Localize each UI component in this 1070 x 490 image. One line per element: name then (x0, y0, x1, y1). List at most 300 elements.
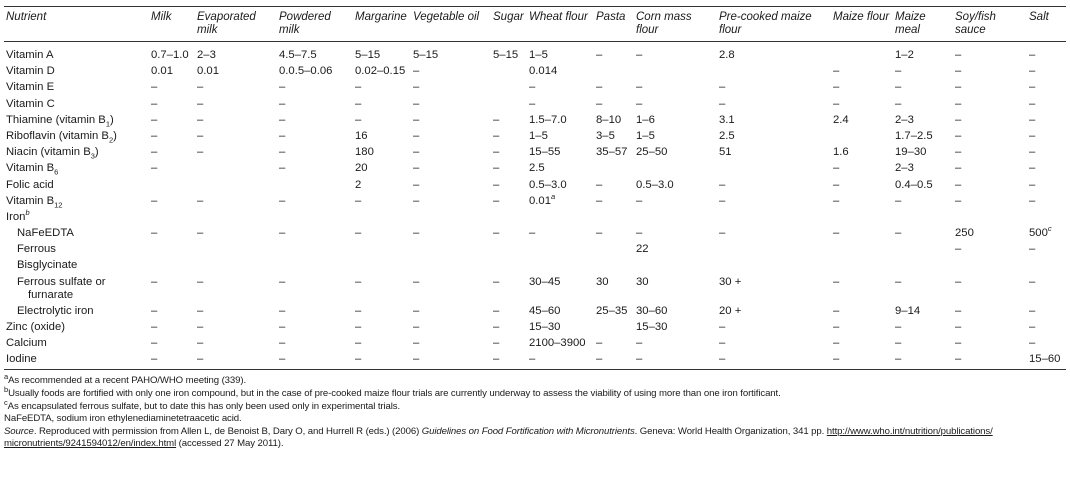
table-cell: – (895, 337, 902, 350)
table-cell: – (151, 337, 158, 350)
table-cell (953, 209, 1027, 225)
table-cell: – (413, 129, 420, 142)
table-cell: – (1029, 49, 1036, 61)
table-cell: – (493, 113, 500, 126)
column-header: Sugar (491, 7, 527, 42)
table-cell: 0.5–3.0 (636, 178, 674, 191)
nutrient-name: Vitamin A (6, 49, 54, 61)
table-cell: – (355, 321, 362, 333)
table-cell (353, 209, 411, 225)
table-cell: 0.4–0.5 (895, 178, 933, 191)
table-cell: 15–55 (529, 146, 561, 159)
table-cell: – (895, 227, 902, 240)
nutrient-name: Niacin (vitamin $B_3$) (6, 146, 99, 161)
table-cell: – (491, 352, 527, 370)
table-cell (717, 64, 831, 80)
table-cell: – (355, 337, 362, 350)
table-cell (717, 258, 831, 274)
table-cell: – (895, 81, 902, 94)
table-cell (594, 258, 634, 274)
source-note-cont: micronutrients/9241594012/en/index.html (accessed 27 May 2011). (4, 438, 284, 450)
footnote-b: $^b$Usually foods are fortified with only one iron compound, but in the case of pre-cooked maize flour trials are currently underway to assess the viability of using more than one iron fortificant. (4, 384, 781, 399)
table-cell: – (413, 178, 420, 191)
table-cell (149, 242, 195, 258)
table-cell: 0.01 (197, 65, 219, 78)
table-cell: – (197, 304, 204, 317)
source-link-cont[interactable]: micronutrients/9241594012/en/index.html (4, 438, 177, 450)
table-cell: – (197, 337, 204, 350)
table-cell: 45–60 (529, 304, 561, 317)
table-cell: 2 (355, 178, 362, 191)
table-cell: – (895, 97, 902, 110)
table-cell (893, 242, 953, 258)
table-cell: – (279, 162, 286, 175)
table-cell: – (197, 194, 204, 207)
table-cell: – (955, 304, 962, 317)
table-row (4, 274, 1066, 303)
table-cell: 2.5 (529, 162, 545, 175)
table-cell: – (279, 81, 286, 94)
table-cell: – (149, 352, 195, 370)
table-cell: – (955, 49, 962, 61)
table-cell: – (413, 65, 420, 78)
table-cell: – (717, 352, 831, 370)
table-cell: – (279, 337, 286, 350)
table-cell: – (197, 275, 204, 288)
table-cell: 22 (636, 243, 649, 256)
table-cell: – (955, 243, 962, 256)
table-cell: – (955, 275, 962, 288)
table-cell: – (279, 146, 286, 159)
table-cell: – (413, 162, 420, 175)
table-cell: – (833, 337, 840, 350)
table-cell: 1–5 (529, 129, 548, 142)
table-cell: – (493, 178, 500, 191)
table-row (4, 303, 1066, 319)
table-cell: – (413, 337, 420, 350)
table-cell: – (955, 146, 962, 159)
table-cell: – (1029, 146, 1036, 159)
table-cell (277, 209, 353, 225)
table-cell (893, 258, 953, 274)
table-cell: – (151, 146, 158, 159)
table-cell: – (895, 65, 902, 78)
table-cell: 8–10 (596, 113, 622, 126)
table-cell: – (1029, 304, 1036, 317)
table-cell: – (833, 162, 840, 175)
table-cell: 500$^c$ (1029, 224, 1052, 240)
table-cell: 0.7–1.0 (151, 49, 189, 61)
table-cell: 0.5–3.0 (529, 178, 567, 191)
nutrient-name: Riboflavin (vitamin $B_2$) (6, 129, 117, 145)
column-header: Salt (1027, 7, 1066, 42)
table-cell: – (279, 129, 286, 142)
table-row (4, 145, 1066, 161)
table-cell: – (151, 97, 158, 110)
table-cell (527, 242, 594, 258)
table-cell: – (493, 162, 500, 175)
table-cell: – (493, 321, 500, 333)
table-cell: – (719, 337, 726, 350)
table-cell (353, 258, 411, 274)
table-cell: – (1029, 81, 1036, 94)
table-cell: 30 (636, 275, 649, 288)
table-cell: – (353, 352, 411, 370)
nutrient-name: Zinc (oxide) (6, 321, 66, 333)
table-cell: – (636, 97, 643, 110)
table-cell: 180 (355, 146, 374, 159)
nutrient-name: Calcium (6, 337, 47, 350)
table-cell: – (1029, 97, 1036, 110)
nutrient-name: Vitamin E (6, 81, 55, 94)
table-cell: 1–2 (895, 49, 914, 61)
table-cell (491, 209, 527, 225)
table-cell: – (527, 352, 594, 370)
table-cell (277, 258, 353, 274)
table-row (4, 336, 1066, 352)
table-row (4, 209, 1066, 225)
table-cell: 15–30 (636, 321, 668, 333)
table-cell: 1.6 (833, 146, 849, 159)
nutrient-name: Bisglycinate (17, 259, 78, 272)
table-cell: – (636, 194, 643, 207)
table-cell: – (277, 352, 353, 370)
table-cell: 51 (719, 146, 732, 159)
table-cell: – (413, 81, 420, 94)
table-cell: 1–5 (529, 49, 548, 61)
table-footnotes (4, 372, 1066, 451)
table-cell: 0.02–0.15 (355, 65, 406, 78)
column-header: Milk (149, 7, 195, 42)
column-header: Corn mass flour (634, 7, 717, 42)
column-header: Soy/fish sauce (953, 7, 1027, 42)
table-cell: – (833, 321, 840, 333)
table-cell (831, 128, 893, 144)
nutrient-name: Vitamin D (6, 65, 55, 78)
table-cell: 1–6 (636, 113, 655, 126)
table-cell: – (831, 352, 893, 370)
table-cell: 5–15 (355, 49, 381, 61)
table-cell (1027, 209, 1066, 225)
table-cell: – (279, 113, 286, 126)
table-cell: – (1029, 194, 1036, 207)
table-row (4, 319, 1066, 335)
table-cell: – (413, 146, 420, 159)
nutrient-name: Folic acid (6, 178, 54, 191)
table-cell (831, 209, 893, 225)
table-cell: – (895, 194, 902, 207)
table-cell: – (719, 97, 726, 110)
table-cell: 2.4 (833, 113, 849, 126)
source-link[interactable]: http://www.who.int/nutrition/publications/ (826, 425, 993, 437)
table-cell: 25–50 (636, 146, 668, 159)
table-row (4, 352, 1066, 370)
table-cell: 30–45 (529, 275, 561, 288)
table-cell (634, 209, 717, 225)
table-cell (149, 177, 195, 193)
table-cell: – (151, 275, 158, 288)
table-cell: – (1029, 129, 1036, 142)
table-cell (594, 242, 634, 258)
table-cell: – (197, 81, 204, 94)
table-cell: – (355, 97, 362, 110)
table-cell: – (413, 194, 420, 207)
table-cell (491, 258, 527, 274)
table-cell: – (197, 321, 204, 333)
table-cell: – (413, 275, 420, 288)
table-cell: 15–60 (1027, 352, 1066, 370)
table-cell (634, 161, 717, 177)
table-cell: – (955, 113, 962, 126)
table-cell: – (355, 113, 362, 126)
table-cell: – (493, 337, 500, 350)
table-cell: 25–35 (596, 304, 628, 317)
table-cell: – (833, 65, 840, 78)
table-cell: – (1029, 337, 1036, 350)
table-cell: – (355, 304, 362, 317)
table-cell: – (1029, 65, 1036, 78)
table-cell: – (719, 194, 726, 207)
column-header: Wheat flour (527, 7, 594, 42)
table-cell: – (151, 227, 158, 240)
table-cell (717, 209, 831, 225)
table-cell: 0.014 (529, 65, 558, 78)
table-cell: – (833, 97, 840, 110)
table-cell: – (636, 337, 643, 350)
table-cell: 0.0.5–0.06 (279, 65, 333, 78)
table-cell: – (413, 304, 420, 317)
nutrient-name: Vitamin $B_{12}$ (6, 194, 63, 209)
table-cell (594, 64, 634, 80)
table-row (4, 177, 1066, 193)
table-cell: – (355, 275, 362, 288)
table-cell: – (151, 129, 158, 142)
table-cell: – (529, 81, 536, 94)
table-cell: – (636, 49, 643, 61)
table-cell: – (1029, 162, 1036, 175)
column-header: Maize flour (831, 7, 893, 42)
table-cell: 35–57 (596, 146, 628, 159)
table-cell (411, 258, 491, 274)
source-note: Source. Reproduced with permission from Allen L, de Benoist B, Dary O, and Hurrell R (eds.) (2006) Guidelines on Food Fortification with Micronutrients. Geneva: World Health Organization, 341 pp. http://www.who.int/nutrition/publications/ (4, 425, 993, 437)
table-cell (893, 209, 953, 225)
table-cell: 2.8 (719, 49, 735, 61)
column-header: Maize meal (893, 7, 953, 42)
table-cell: – (955, 178, 962, 191)
table-cell (953, 258, 1027, 274)
table-cell: – (596, 178, 603, 191)
table-cell (195, 177, 277, 193)
table-cell (717, 161, 831, 177)
table-cell: 4.5–7.5 (279, 49, 317, 61)
table-cell (491, 80, 527, 96)
table-cell (195, 209, 277, 225)
table-cell: – (955, 337, 962, 350)
table-cell (411, 209, 491, 225)
table-cell: – (955, 65, 962, 78)
table-cell: – (355, 194, 362, 207)
table-cell: 2–3 (895, 113, 914, 126)
table-cell: – (893, 352, 953, 370)
table-row (4, 64, 1066, 80)
table-cell: – (634, 352, 717, 370)
table-cell: 1–5 (636, 129, 655, 142)
nutrient-table (4, 6, 1066, 370)
table-cell (195, 242, 277, 258)
table-cell: – (529, 97, 536, 110)
table-cell: – (895, 275, 902, 288)
column-header: Vegetable oil (411, 7, 491, 42)
table-cell: – (1029, 243, 1036, 256)
table-cell: – (833, 81, 840, 94)
table-cell: 2–3 (895, 162, 914, 175)
table-cell (527, 258, 594, 274)
table-cell: – (279, 304, 286, 317)
table-cell: – (953, 352, 1027, 370)
abbreviation-note: NaFeEDTA, sodium iron ethylenediaminetetraacetic acid. (4, 413, 242, 425)
table-cell: 9–14 (895, 304, 921, 317)
nutrient-name: Thiamine (vitamin $B_1$) (6, 113, 114, 128)
table-cell: – (197, 227, 204, 240)
table-row (4, 80, 1066, 96)
footnote-a: $^a$As recommended at a recent PAHO/WHO meeting (339). (4, 372, 247, 387)
table-cell: – (596, 97, 603, 110)
table-cell: – (833, 304, 840, 317)
nutrient-name: Vitamin C (6, 97, 55, 110)
table-row (4, 193, 1066, 209)
table-cell (634, 64, 717, 80)
table-row (4, 225, 1066, 241)
table-cell (1027, 258, 1066, 274)
table-cell: 20 (355, 162, 368, 175)
table-cell: 3–5 (596, 129, 615, 142)
table-cell: – (151, 304, 158, 317)
table-cell: – (955, 321, 962, 333)
column-header: Pasta (594, 7, 634, 42)
table-cell: – (151, 81, 158, 94)
source-title: Guidelines on Food Fortification with Micronutrients (421, 425, 635, 437)
column-header: Margarine (353, 7, 411, 42)
table-cell: – (493, 275, 500, 288)
table-cell: 2100–3900 (529, 337, 586, 350)
table-cell (634, 258, 717, 274)
table-cell (277, 177, 353, 193)
table-cell (831, 258, 893, 274)
nutrient-name: Electrolytic iron (17, 304, 94, 317)
table-cell: 2.5 (719, 129, 735, 142)
table-cell: – (411, 352, 491, 370)
table-cell: 1.5–7.0 (529, 113, 567, 126)
table-cell: – (493, 194, 500, 207)
nutrient-name: Ferrous (17, 243, 56, 256)
table-cell (594, 209, 634, 225)
table-header-row (4, 7, 1066, 42)
table-cell: – (279, 321, 286, 333)
table-body (4, 42, 1066, 370)
table-cell: 15–30 (529, 321, 561, 333)
table-cell (717, 242, 831, 258)
table-cell: – (636, 227, 643, 240)
nutrient-name: Iodine (4, 352, 149, 370)
table-cell: – (197, 113, 204, 126)
nutrient-name: Vitamin $B_6$ (6, 162, 59, 177)
table-cell (527, 209, 594, 225)
table-cell: 19–30 (895, 146, 927, 159)
table-cell: 30 (596, 275, 609, 288)
table-cell: 30–60 (636, 304, 668, 317)
table-cell: – (529, 227, 536, 240)
table-cell: 0.01$^a$ (529, 191, 556, 207)
table-cell: – (1029, 321, 1036, 333)
nutrient-name: Ferrous sulfate or furnarate (17, 275, 106, 301)
table-cell: – (151, 194, 158, 207)
column-header: Nutrient (4, 7, 149, 42)
table-cell: – (279, 227, 286, 240)
table-cell: – (493, 129, 500, 142)
table-cell: – (279, 275, 286, 288)
table-row (4, 161, 1066, 177)
table-cell: 30 + (719, 275, 742, 288)
table-cell: – (197, 97, 204, 110)
table-cell: – (195, 352, 277, 370)
table-cell: – (719, 81, 726, 94)
table-cell: – (355, 227, 362, 240)
table-cell: – (594, 352, 634, 370)
table-cell: – (413, 321, 420, 333)
table-cell: – (833, 227, 840, 240)
table-cell: – (413, 227, 420, 240)
table-row (4, 128, 1066, 144)
column-header: Powdered milk (277, 7, 353, 42)
table-cell: – (833, 275, 840, 288)
table-cell: – (955, 194, 962, 207)
table-cell: 2–3 (197, 49, 216, 61)
table-cell (491, 242, 527, 258)
table-cell: – (596, 49, 603, 61)
table-cell: – (596, 337, 603, 350)
table-row (4, 242, 1066, 258)
table-cell (831, 242, 893, 258)
table-cell (831, 42, 893, 64)
table-cell (195, 161, 277, 177)
table-cell: – (636, 81, 643, 94)
table-cell (594, 319, 634, 335)
table-cell (594, 161, 634, 177)
table-cell (149, 209, 195, 225)
table-cell: – (1029, 178, 1036, 191)
nutrient-name: Iron$^b$ (6, 208, 30, 223)
column-header: Evaporated milk (195, 7, 277, 42)
table-cell: – (151, 162, 158, 175)
table-cell: – (596, 227, 603, 240)
table-cell: – (596, 194, 603, 207)
table-cell: – (197, 146, 204, 159)
fortification-table-figure (4, 6, 1066, 451)
footnote-c: $^c$As encapsulated ferrous sulfate, but to date this has only been used only in experimental trials. (4, 397, 401, 412)
nutrient-name: NaFeEDTA (17, 227, 74, 240)
table-cell (149, 258, 195, 274)
table-cell: – (151, 321, 158, 333)
table-cell: – (719, 321, 726, 333)
table-cell: – (833, 194, 840, 207)
table-cell (491, 64, 527, 80)
column-header: Pre-cooked maize flour (717, 7, 831, 42)
table-cell (277, 242, 353, 258)
table-cell: – (355, 81, 362, 94)
table-row (4, 96, 1066, 112)
table-cell (491, 96, 527, 112)
table-cell (411, 242, 491, 258)
